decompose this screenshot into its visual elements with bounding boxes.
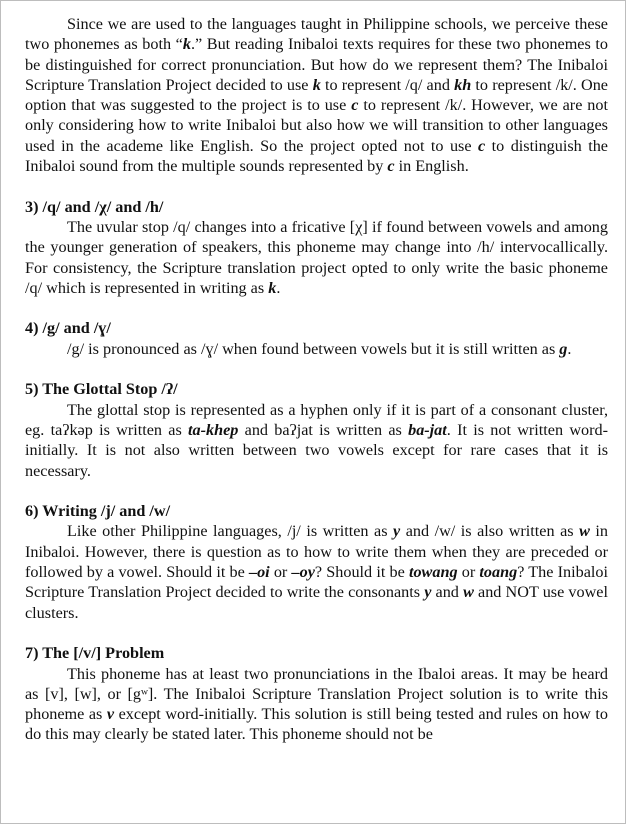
emphasized-term: y	[424, 583, 432, 602]
emphasized-term: w	[579, 522, 590, 541]
section-heading-uvular: 3) /q/ and /χ/ and /h/	[25, 197, 164, 216]
emphasized-term: c	[351, 96, 359, 115]
section-paragraph-glottal-stop: The glottal stop is represented as a hyphen only if it is part of a consonant cluster, eg. taʔkəp is written as ta-khep and baʔjat is written as ba-jat. It is not written word-initially. It is not also written between two vowels except for rare cases that it is necessary.	[25, 400, 608, 480]
emphasized-term: kh	[454, 75, 472, 94]
emphasized-term: v	[106, 705, 115, 724]
emphasized-term: y	[393, 522, 401, 541]
section-heading-glottal-stop: 5) The Glottal Stop /ʔ/	[25, 380, 178, 399]
section-gap	[25, 623, 608, 643]
emphasized-term: k	[312, 75, 321, 94]
section-gap	[25, 481, 608, 501]
emphasized-term: ta-khep	[188, 420, 239, 439]
emphasized-term: g	[559, 339, 568, 358]
emphasized-term: towang	[408, 563, 458, 582]
emphasized-term: –oi	[248, 563, 270, 582]
emphasized-term: toang	[479, 563, 518, 582]
emphasized-term: k	[182, 35, 191, 54]
section-heading-j-w: 6) Writing /j/ and /w/	[25, 502, 171, 521]
section-paragraph-v-problem: This phoneme has at least two pronunciations in the Ibaloi areas. It may be heard as [v], [w], or [gʷ]. The Inibaloi Scripture Translation Project solution is to write this phoneme as v except word-initially. This solution is still being tested and rules on how to do this may clearly be stated later. This phoneme should not be	[25, 664, 608, 744]
intro-paragraph: Since we are used to the languages taught in Philippine schools, we perceive these two phonemes as both “k.” But reading Inibaloi texts requires for these two phonemes to be distinguished for correct pronunciation. But how do we represent them? The Inibaloi Scripture Translation Project decided to use k to represent /q/ and kh to represent /k/. One option that was suggested to the project is to use c to represent /k/. However, we are not only considering how to write Inibaloi but also how we will transition to other languages used in the academe like English. So the project opted not to use c to distinguish the Inibaloi sound from the multiple sounds represented by c in English.	[25, 15, 608, 176]
section-heading-v-problem: 7) The [/v/] Problem	[25, 644, 165, 663]
section-heading-g: 4) /g/ and /ɣ/	[25, 319, 111, 338]
section-gap	[25, 359, 608, 379]
section-gap	[25, 176, 608, 196]
section-paragraph-uvular: The uvular stop /q/ changes into a fricative [χ] if found between vowels and among the younger generation of speakers, this phoneme may change into /h/ intervocallically. For consistency, the Scripture translation project opted to only write the basic phoneme /q/ which is represented in writing as k.	[25, 217, 608, 297]
emphasized-term: ba-jat	[408, 420, 447, 439]
emphasized-term: c	[387, 157, 395, 176]
emphasized-term: w	[463, 583, 474, 602]
emphasized-term: –oy	[291, 563, 315, 582]
emphasized-term: c	[478, 136, 486, 155]
document-body	[25, 14, 608, 745]
emphasized-term: k	[268, 278, 277, 297]
section-gap	[25, 298, 608, 318]
section-paragraph-g: /g/ is pronounced as /ɣ/ when found between vowels but it is still written as g.	[67, 339, 572, 358]
section-paragraph-j-w: Like other Philippine languages, /j/ is written as y and /w/ is also written as w in Inibaloi. However, there is question as to how to write them when they are preceded or followed by a vowel. Should it be –oi or –oy? Should it be towang or toang? The Inibaloi Scripture Translation Project decided to write the consonants y and w and NOT use vowel clusters.	[25, 522, 609, 622]
